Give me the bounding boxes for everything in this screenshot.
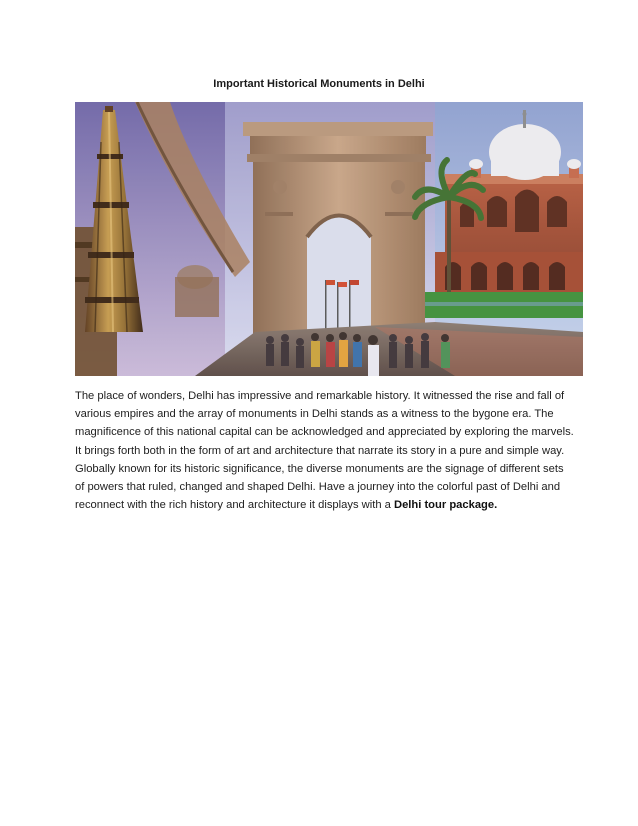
document-paragraph xyxy=(75,387,575,514)
document-title: Important Historical Monuments in Delhi xyxy=(213,78,425,90)
delhi-tour-package-link[interactable]: Delhi tour package. xyxy=(394,499,498,512)
paragraph-text: The place of wonders, Delhi has impressive and remarkable history. It witnessed the rise and fall of various empires and the array of monuments in Delhi stands as a witness to the bygone era. The magnificence of this national capital can be acknowledged and appreciated by exploring the marvels. It brings forth both in the form of art and architecture that narrate its story in a pure and simple way. Globally known for its historic significance, the diverse monuments are the signage of different sets of powers that ruled, changed and shaped Delhi. Have a journey into the colorful past of Delhi and reconnect with the rich history and architecture it displays with a xyxy=(75,390,574,512)
monuments-collage-image xyxy=(75,102,583,376)
collage-svg xyxy=(75,102,583,376)
